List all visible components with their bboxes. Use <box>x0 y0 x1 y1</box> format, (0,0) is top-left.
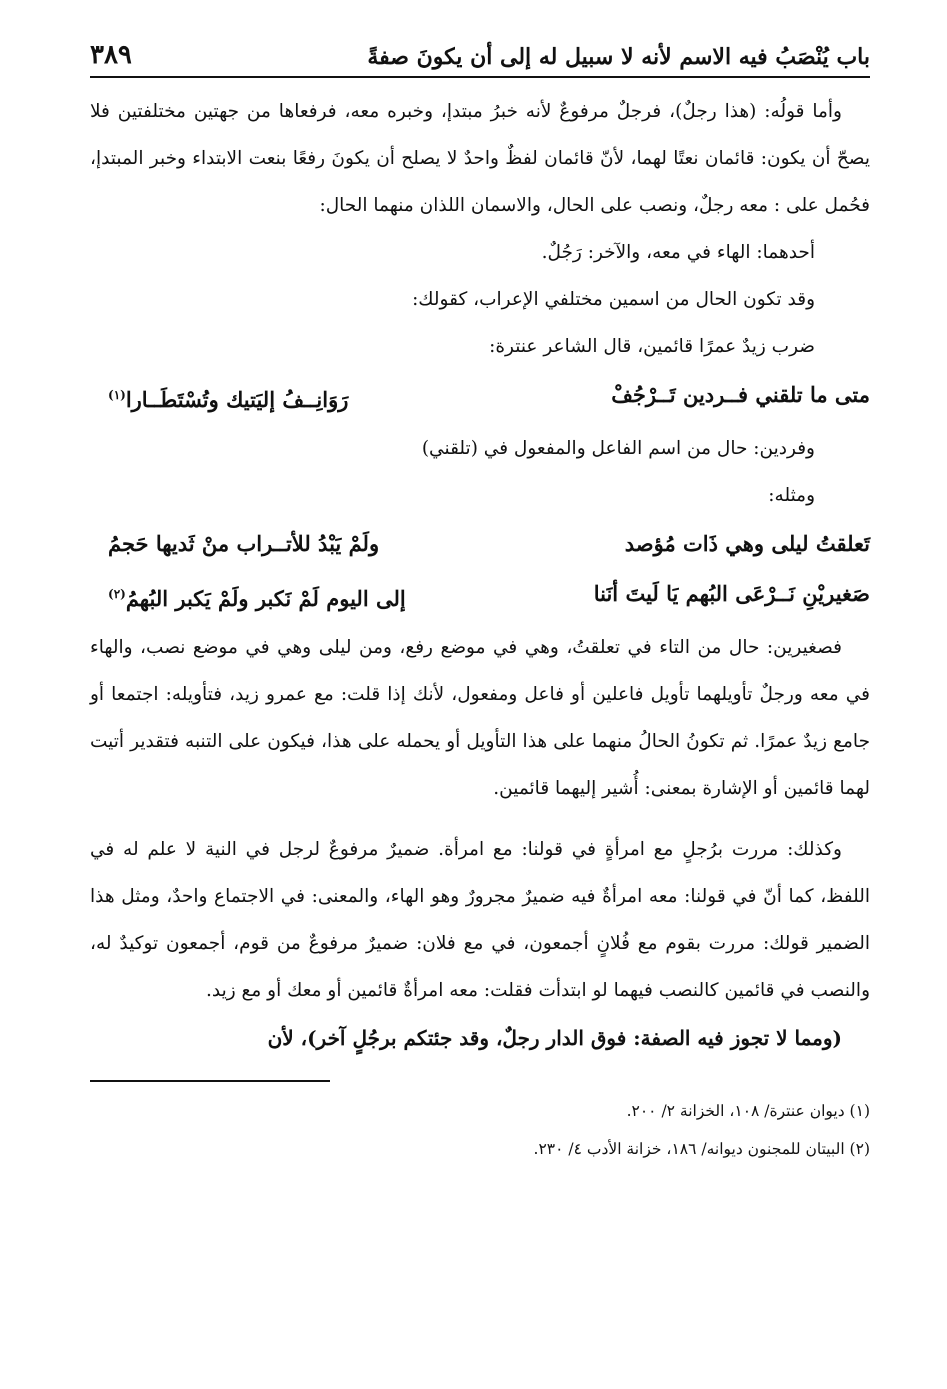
text-line-4: وفردين: حال من اسم الفاعل والمفعول في (تلقني) <box>421 438 815 459</box>
text-line-3: ضرب زيدٌ عمرًا قائمين، قال الشاعر عنترة: <box>489 336 815 357</box>
verse-2-first-hemistich: تَعلقتُ ليلى وهي ذَات مُؤصد <box>624 531 870 556</box>
footnote-2: (٢) البيتان للمجنون ديوانه/ ١٨٦، خزانة الأدب ٤/ ٢٣٠. <box>533 1140 870 1158</box>
book-page <box>90 22 870 1362</box>
verse-3-first-hemistich: صَغيريْنِ نَــرْعَى البُهم يَا لَيتَ أنَنا <box>593 581 870 606</box>
page-number: ٣٨٩ <box>90 40 132 70</box>
paragraph-2: فصغيرين: حال من التاء في تعلقتُ، وهي في موضع رفع، ومن ليلى وهي في موضع نصب، والهاء في معه ورجلٌ تأويلهما تأويل فاعلين أو فاعل ومفعول، لأنك إذا قلت: مع عمرو زيد، فتأويله: اجتمعا أو جامع زيدٌ عمرًا. ثم تكونُ الحالُ منهما على هذا التأويل أو يحمله على هذا، فيكون على التنبه فتقدير أتيت لهما قائمين أو الإشارة بمعنى: أُشير إليهما قائمين. <box>90 637 870 799</box>
footnote-marker-1: (١) <box>108 388 126 402</box>
verse-2-second-hemistich: ولَمْ يَبْدُ للأتــراب منْ ثَديها حَجمُ <box>108 531 380 556</box>
text-line-5: ومثله: <box>768 485 815 506</box>
paragraph-4: (ومما لا تجوز فيه الصفة: فوق الدار رجلٌ، وقد جئتكم برجُلٍ آخر)، لأن <box>267 1026 842 1050</box>
footnote-marker-2: (٢) <box>108 587 126 601</box>
verse-1-first-hemistich: متى ما تلقني فــردين تَــرْجُفْ <box>611 382 870 407</box>
verse-1-second-hemistich <box>90 370 348 425</box>
verse-3-second-text: إلى اليوم لَمْ نَكبر ولَمْ يَكبر البُهمُ <box>125 586 406 611</box>
paragraph-1: وأما قولُه: (هذا رجلٌ)، فرجلٌ مرفوعٌ لأنه خبرُ مبتدإ، وخبره معه، فرفعاها من جهتين مختلفتين فلا يصحّ أن يكون: قائمان نعتًا لهما، لأنّ قائمان لفظٌ واحدٌ لا يصلح أن يكونَ رفعًا بنعت الابتداء وخبر المبتدإ، فحُمل على : معه رجلٌ، ونصب على الحال، والاسمان اللذان منهما الحال: <box>90 101 870 216</box>
page-header <box>90 22 870 70</box>
verse-2 <box>90 519 870 569</box>
text-line-1: أحدهما: الهاء في معه، والآخر: رَجُلٌ. <box>541 242 815 263</box>
text-line-2: وقد تكون الحال من اسمين مختلفي الإعراب، كقولك: <box>412 289 815 310</box>
paragraph-3: وكذلك: مررت برُجلٍ مع امرأةٍ في قولنا: مع امرأة. ضميرٌ مرفوعٌ لرجل في النية لا علم له في اللفظ، كما أنّ في قولنا: معه امرأةٌ فيه ضميرٌ مجرورٌ وهو الهاء، والمعنى: في الاجتماع واحدٌ، ومثل هذا الضمير قولك: مررت بقوم مع فُلانٍ أجمعون، في مع فلان: ضميرٌ مرفوعٌ من قوم، أجمعون توكيدٌ له، والنصب في قائمين كالنصب فيهما لو ابتدأت فقلت: معه امرأةٌ قائمين أو معك أو مع زيد. <box>90 839 870 1001</box>
header-divider <box>90 76 870 78</box>
verse-1 <box>90 370 870 425</box>
paragraph-gap <box>90 812 870 826</box>
chapter-title: باب يُنْصَبُ فيه الاسم لأنه لا سبيل له إلى أن يكونَ صفةً <box>367 44 870 70</box>
verse-3 <box>90 569 870 624</box>
footnote-divider <box>90 1080 330 1082</box>
verse-3-second-hemistich <box>90 569 406 624</box>
footnote-1: (١) ديوان عنترة/ ١٠٨، الخزانة ٢/ ٢٠٠. <box>626 1102 870 1120</box>
verse-1-second-text: رَوَانِــفُ إليَتيك وتُسْتَطَــارا <box>125 387 349 412</box>
